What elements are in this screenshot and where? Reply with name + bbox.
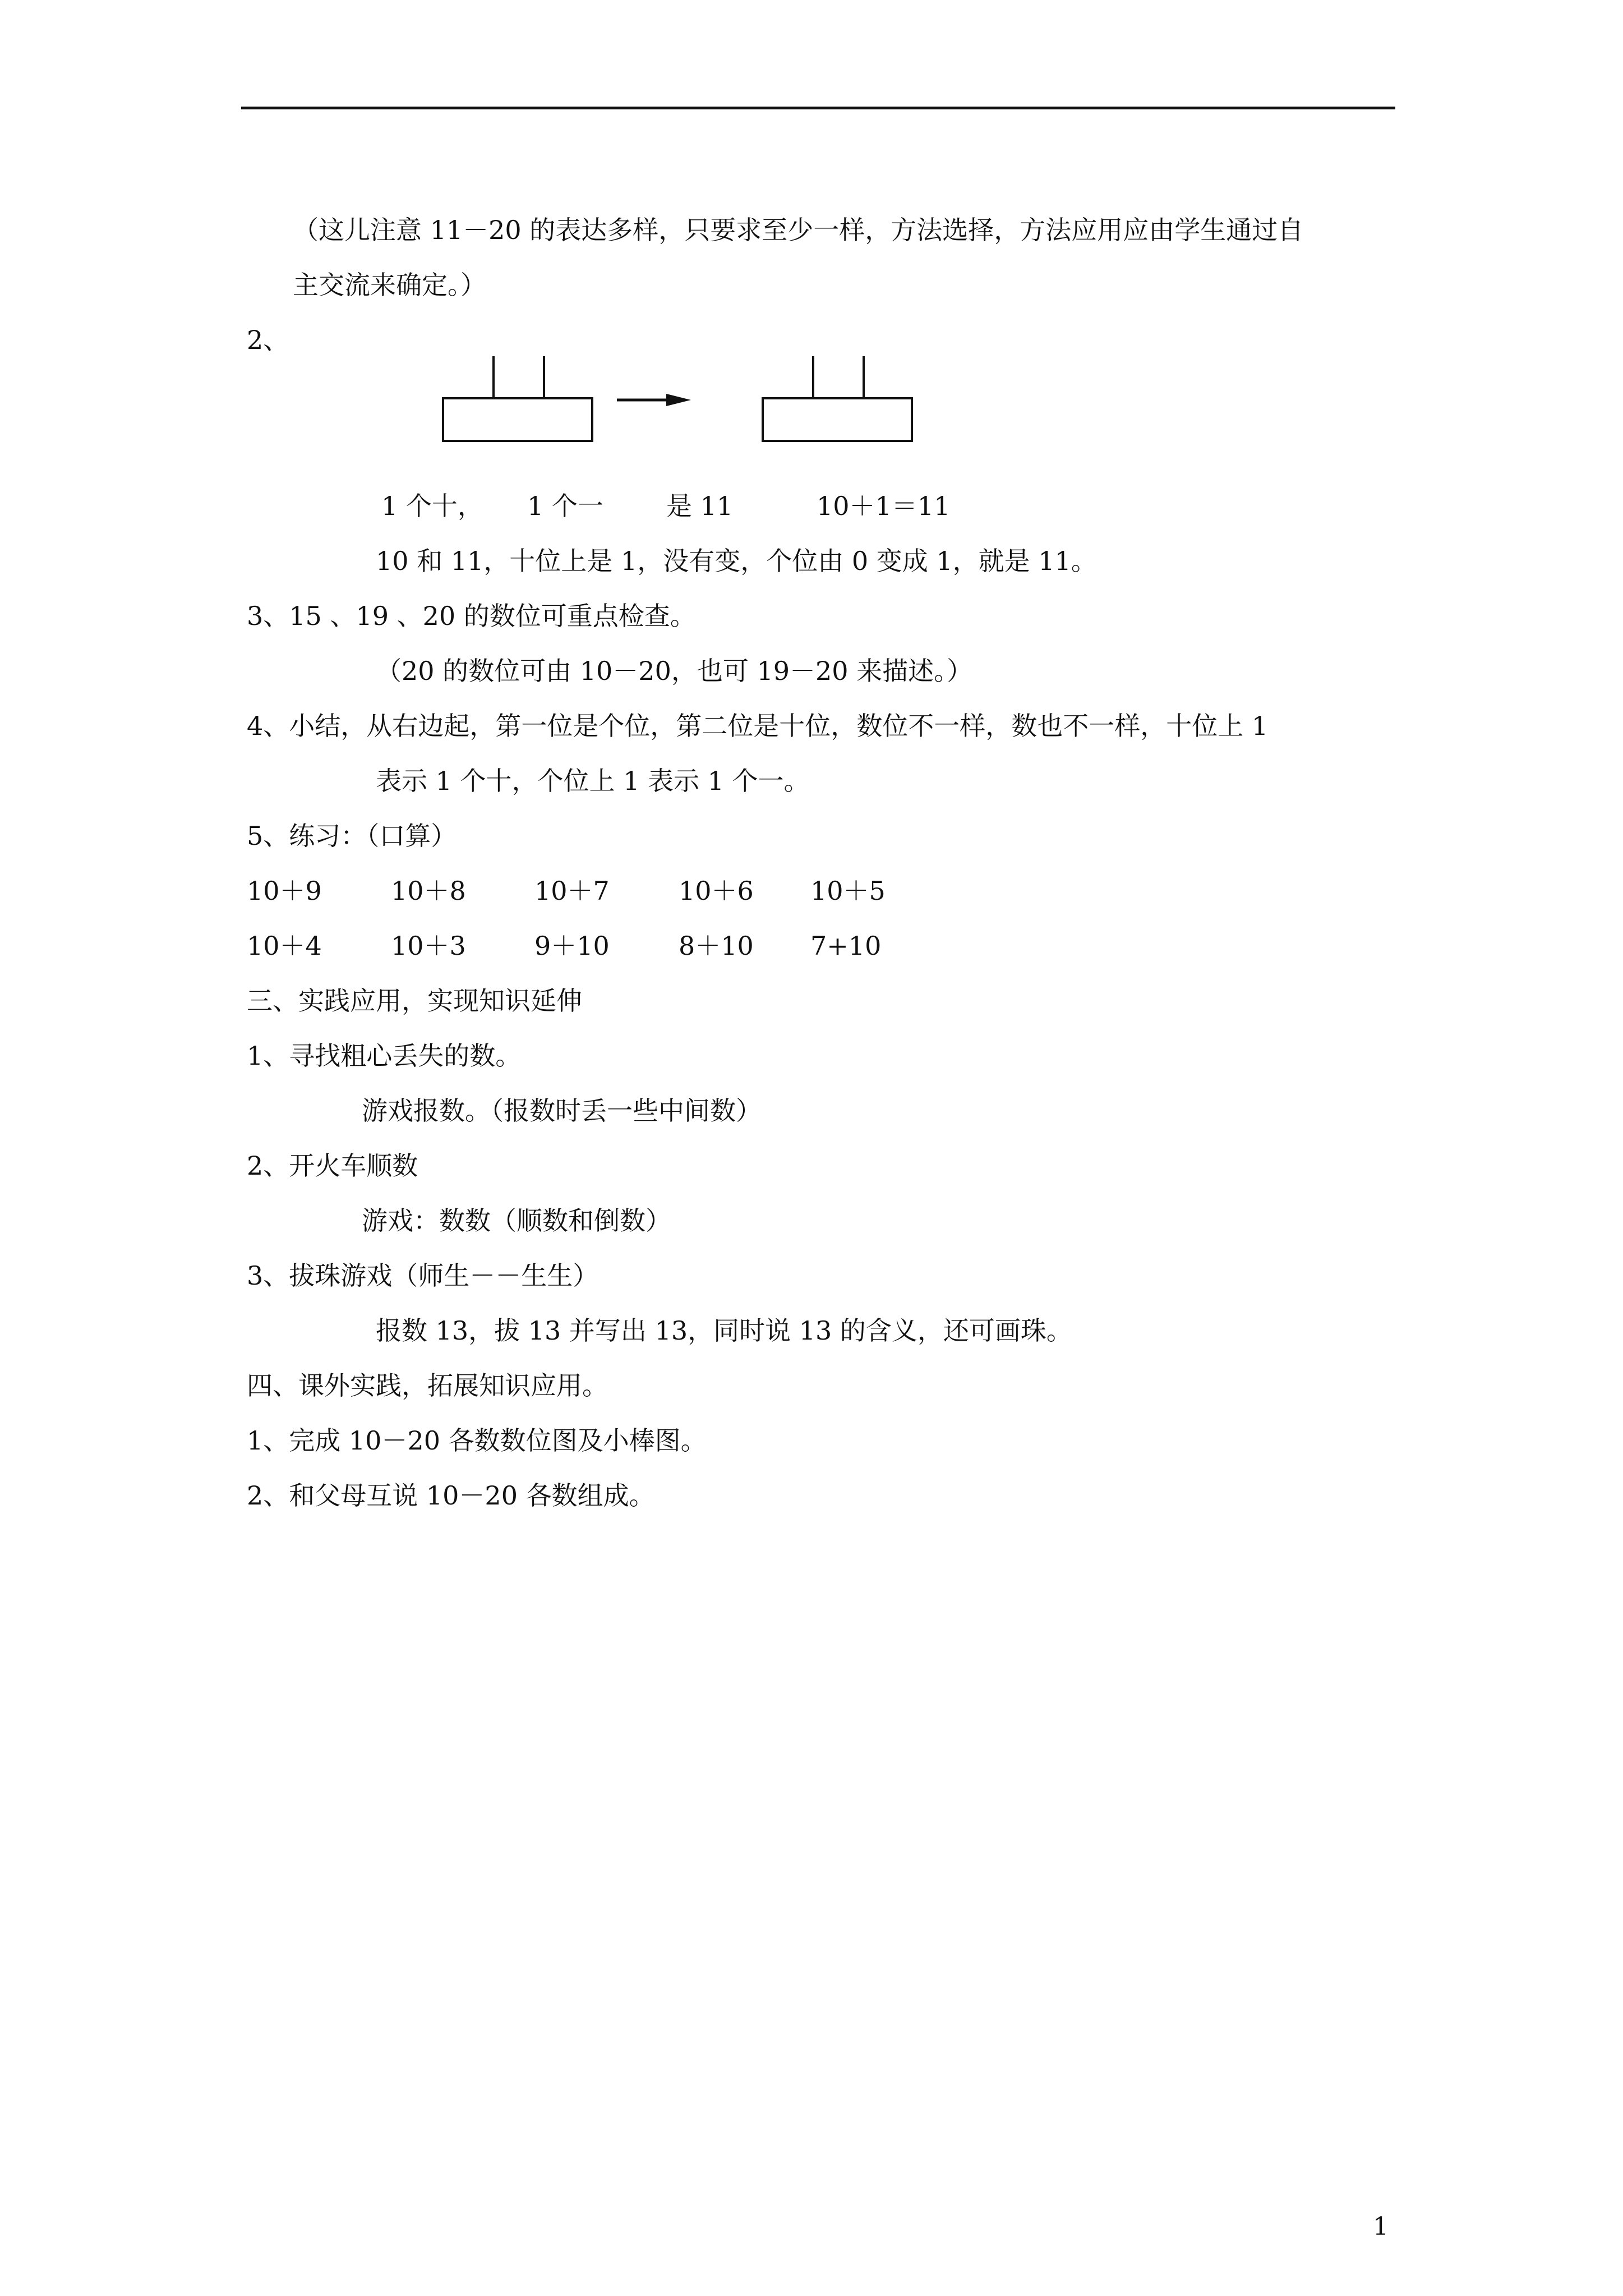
- exercise-1-2: 10＋8: [391, 876, 466, 906]
- item2-label: 2、: [247, 325, 289, 355]
- abacus-caption-4: 10＋1＝11: [817, 491, 951, 521]
- exercise-2-3: 9＋10: [534, 931, 610, 961]
- header-rule: [241, 107, 1395, 109]
- section3-item-1: 1、寻找粗心丢失的数。: [247, 1041, 522, 1071]
- note-line-2: 主交流来确定。）: [293, 270, 486, 300]
- exercise-1-4: 10＋6: [679, 876, 754, 906]
- abacus-diagram: [437, 353, 937, 446]
- arrow-icon: [617, 394, 691, 406]
- note-line-1: （这儿注意 11－20 的表达多样，只要求至少一样，方法选择，方法应用应由学生通过自: [293, 215, 1304, 245]
- abacus-left: [443, 356, 592, 441]
- item4-line-2: 表示 1 个十，个位上 1 表示 1 个一。: [376, 766, 810, 796]
- section3-item-1-detail: 游戏报数。（报数时丢一些中间数）: [362, 1096, 762, 1126]
- abacus-right: [763, 356, 912, 441]
- abacus-caption-3: 是 11: [666, 491, 734, 521]
- item4-line-1: 4、小结，从右边起，第一位是个位，第二位是十位，数位不一样，数也不一样，十位上 1: [247, 711, 1269, 741]
- item2-explain: 10 和 11，十位上是 1，没有变，个位由 0 变成 1，就是 11。: [376, 546, 1097, 576]
- page-number: 1: [1373, 2212, 1389, 2241]
- exercise-2-4: 8＋10: [679, 931, 754, 961]
- section3-item-3: 3、拔珠游戏（师生－－生生）: [247, 1260, 599, 1291]
- abacus-caption-1: 1 个十，: [381, 491, 483, 521]
- section3-item-2: 2、开火车顺数: [247, 1151, 418, 1181]
- section4-heading: 四、课外实践，拓展知识应用。: [247, 1370, 608, 1401]
- exercise-1-1: 10＋9: [247, 876, 322, 906]
- item5-title: 5、练习：（口算）: [247, 821, 457, 851]
- exercise-2-1: 10＋4: [247, 931, 322, 961]
- section4-item-1: 1、完成 10－20 各数数位图及小棒图。: [247, 1425, 707, 1456]
- abacus-caption-2: 1 个一: [527, 491, 603, 521]
- exercise-2-5: 7+10: [810, 931, 882, 961]
- section4-item-2: 2、和父母互说 10－20 各数组成。: [247, 1480, 655, 1511]
- exercise-1-3: 10＋7: [534, 876, 610, 906]
- exercise-2-2: 10＋3: [391, 931, 466, 961]
- item3-text: 3、15 、19 、20 的数位可重点检查。: [247, 601, 696, 631]
- exercise-1-5: 10＋5: [810, 876, 886, 906]
- section3-heading: 三、实践应用，实现知识延伸: [247, 986, 582, 1016]
- section3-item-2-detail: 游戏：数数（顺数和倒数）: [362, 1205, 671, 1236]
- item3-sub: （20 的数位可由 10－20，也可 19－20 来描述。）: [376, 656, 973, 686]
- section3-item-3-detail: 报数 13，拔 13 并写出 13，同时说 13 的含义，还可画珠。: [376, 1315, 1072, 1346]
